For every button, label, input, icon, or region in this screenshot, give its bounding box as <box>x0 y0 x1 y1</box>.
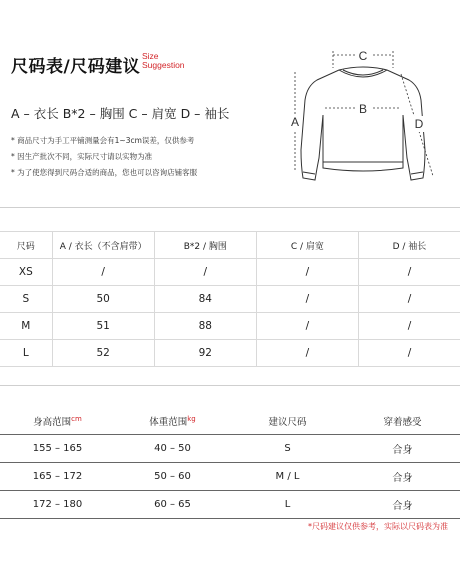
cell: 165 – 172 <box>0 463 115 491</box>
cell: S <box>0 286 52 313</box>
header-cell: 穿着感受 <box>345 407 460 435</box>
cell: M <box>0 313 52 340</box>
unit-label: kg <box>187 414 196 423</box>
cell: / <box>52 259 154 286</box>
fit-table <box>0 407 460 519</box>
cell: / <box>358 286 460 313</box>
cell: 172 – 180 <box>0 491 115 519</box>
note-item: * 商品尺寸为手工平铺测量会有1~3cm误差，仅供参考 <box>11 136 195 145</box>
cell: / <box>154 259 256 286</box>
notes-list <box>11 133 197 181</box>
table-header-row <box>0 407 460 435</box>
header-cell: D / 袖长 <box>358 232 460 259</box>
cell: / <box>256 313 358 340</box>
table-row <box>0 435 460 463</box>
cell: / <box>256 259 358 286</box>
footnote: *尺码建议仅供参考，实际以尺码表为准 <box>308 522 448 531</box>
header-cell: 体重范围$^{kg}$ <box>115 407 230 435</box>
header-cell: B*2 / 胸围 <box>154 232 256 259</box>
cell: 合身 <box>345 491 460 519</box>
unit-label: cm <box>71 414 82 423</box>
header-cell: 身高范围$^{cm}$ <box>0 407 115 435</box>
header-cell: A / 衣长（不含肩带） <box>52 232 154 259</box>
sweater-outline-icon <box>301 67 425 180</box>
section-divider <box>0 207 460 208</box>
page-title: 尺码表/尺码建议 <box>11 57 141 77</box>
size-table <box>0 231 460 367</box>
cell: 51 <box>52 313 154 340</box>
header-cell: 尺码 <box>0 232 52 259</box>
label-c: C <box>358 49 368 63</box>
header-cell: 建议尺码 <box>230 407 345 435</box>
cell: 60 – 65 <box>115 491 230 519</box>
cell: L <box>230 491 345 519</box>
cell: L <box>0 340 52 367</box>
label-b: B <box>358 102 368 116</box>
cell: 92 <box>154 340 256 367</box>
table-header-row <box>0 232 460 259</box>
cell: 52 <box>52 340 154 367</box>
label-a: A <box>290 115 300 129</box>
table-row <box>0 340 460 367</box>
cell: 50 <box>52 286 154 313</box>
table-row <box>0 491 460 519</box>
cell: / <box>358 340 460 367</box>
cell: 50 – 60 <box>115 463 230 491</box>
measurement-legend: A – 衣长 B*2 – 胸围 C – 肩宽 D – 袖长 <box>11 106 230 121</box>
table-row <box>0 313 460 340</box>
cell: 合身 <box>345 435 460 463</box>
cell: / <box>358 259 460 286</box>
header-cell: C / 肩宽 <box>256 232 358 259</box>
cell: 40 – 50 <box>115 435 230 463</box>
table-row <box>0 286 460 313</box>
cell: / <box>256 286 358 313</box>
label-d: D <box>414 117 424 131</box>
note-item: * 为了使您得到尺码合适的商品，您也可以咨询店铺客服 <box>11 168 198 177</box>
cell: 84 <box>154 286 256 313</box>
title-english: Size Suggestion <box>142 51 185 70</box>
cell: / <box>256 340 358 367</box>
table-row <box>0 259 460 286</box>
cell: M / L <box>230 463 345 491</box>
cell: / <box>358 313 460 340</box>
sweater-diagram <box>273 40 453 190</box>
table-row <box>0 463 460 491</box>
section-divider <box>0 385 460 386</box>
cell: 88 <box>154 313 256 340</box>
cell: 155 – 165 <box>0 435 115 463</box>
note-item: * 因生产批次不同，实际尺寸请以实物为准 <box>11 152 153 161</box>
cell: S <box>230 435 345 463</box>
cell: 合身 <box>345 463 460 491</box>
cell: XS <box>0 259 52 286</box>
